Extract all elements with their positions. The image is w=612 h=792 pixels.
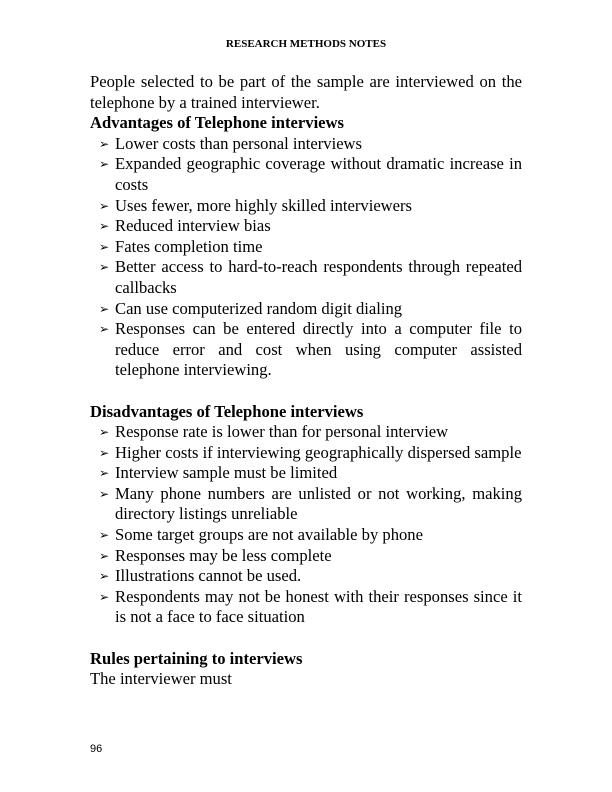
list-item: [90, 525, 522, 546]
list-item-text: Uses fewer, more highly skilled interviewers: [115, 195, 413, 215]
list-item: [90, 463, 522, 484]
list-item: [90, 484, 522, 525]
arrow-bullet-icon: ➢: [99, 589, 110, 604]
list-item-text: Response rate is lower than for personal interview: [115, 422, 449, 442]
arrow-bullet-icon: ➢: [99, 466, 110, 481]
arrow-bullet-icon: ➢: [99, 198, 110, 213]
list-item: [90, 196, 522, 217]
arrow-bullet-icon: ➢: [99, 528, 110, 543]
running-header: RESEARCH METHODS NOTES: [225, 38, 387, 50]
list-item: [90, 566, 522, 587]
disadvantages-list: [90, 422, 522, 628]
list-item-text: Many phone numbers are unlisted or not working, making directory listings unreliable: [115, 483, 522, 524]
page-number: 96: [90, 743, 103, 755]
arrow-bullet-icon: ➢: [99, 445, 110, 460]
arrow-bullet-icon: ➢: [99, 219, 110, 234]
arrow-bullet-icon: ➢: [99, 548, 110, 563]
list-item: [90, 216, 522, 237]
arrow-bullet-icon: ➢: [99, 260, 110, 275]
section-spacer: [90, 628, 522, 649]
list-item: [90, 587, 522, 628]
list-item-text: Better access to hard-to-reach respondents through repeated callbacks: [115, 257, 522, 297]
arrow-bullet-icon: ➢: [99, 136, 110, 151]
rules-heading: Rules pertaining to interviews: [90, 648, 303, 668]
arrow-bullet-icon: ➢: [99, 301, 110, 316]
advantages-list: [90, 134, 522, 381]
list-item-text: Expanded geographic coverage without dramatic increase in costs: [115, 154, 522, 194]
list-item: [90, 299, 522, 320]
list-item: [90, 319, 522, 381]
rules-text: The interviewer must: [90, 669, 232, 689]
list-item-text: Illustrations cannot be used.: [115, 566, 302, 586]
advantages-heading: Advantages of Telephone interviews: [90, 113, 344, 133]
arrow-bullet-icon: ➢: [99, 322, 110, 337]
disadvantages-heading: Disadvantages of Telephone interviews: [90, 401, 364, 421]
list-item-text: Responses can be entered directly into a computer file to reduce error and cost when using computer assisted telephone interviewing.: [115, 319, 522, 380]
list-item: [90, 154, 522, 195]
list-item-text: Reduced interview bias: [115, 216, 271, 236]
list-item: [90, 134, 522, 155]
list-item: [90, 237, 522, 258]
arrow-bullet-icon: ➢: [99, 239, 110, 254]
list-item-text: Lower costs than personal interviews: [115, 133, 362, 153]
arrow-bullet-icon: ➢: [99, 486, 110, 501]
list-item-text: Some target groups are not available by phone: [115, 525, 423, 545]
list-item: [90, 422, 522, 443]
list-item: [90, 546, 522, 567]
list-item-text: Responses may be less complete: [115, 545, 332, 565]
list-item-text: Higher costs if interviewing geographically dispersed sample: [115, 442, 522, 462]
list-item-text: Fates completion time: [115, 236, 263, 256]
section-spacer: [90, 381, 522, 402]
arrow-bullet-icon: ➢: [99, 425, 110, 440]
arrow-bullet-icon: ➢: [99, 569, 110, 584]
list-item-text: Interview sample must be limited: [115, 463, 338, 483]
list-item-text: Can use computerized random digit dialing: [115, 298, 403, 318]
list-item: [90, 443, 522, 464]
intro-paragraph: People selected to be part of the sample are interviewed on the telephone by a trained interviewer.: [90, 72, 522, 112]
list-item: [90, 257, 522, 298]
arrow-bullet-icon: ➢: [99, 157, 110, 172]
page-body: [90, 72, 522, 690]
list-item-text: Respondents may not be honest with their responses since it is not a face to face situation: [115, 586, 522, 627]
